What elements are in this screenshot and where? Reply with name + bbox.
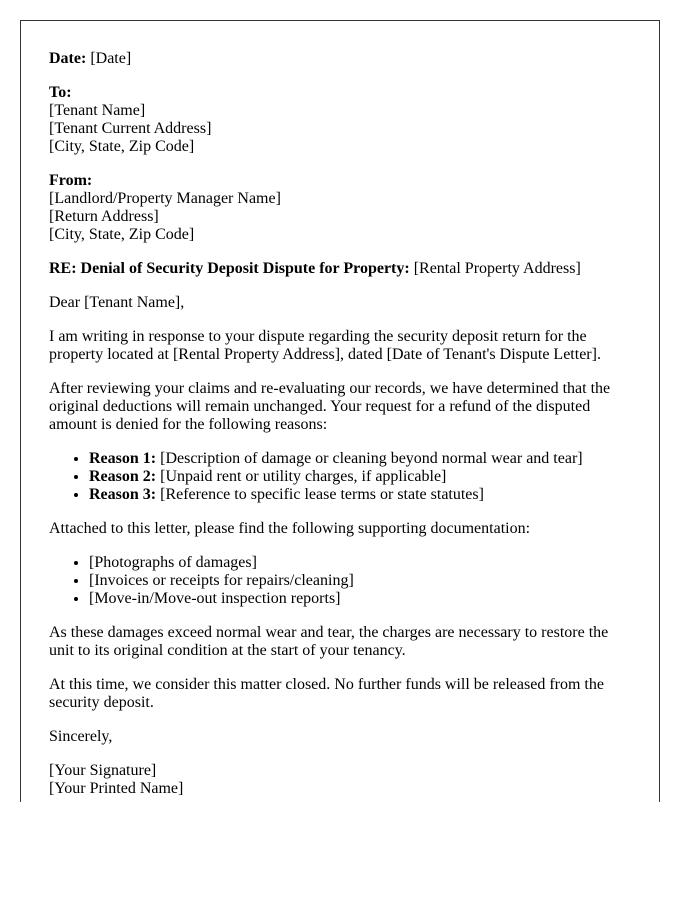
- paragraph-justification: As these damages exceed normal wear and tear, the charges are necessary to restore the unit to its original condition at the start of your tenancy.: [49, 624, 609, 659]
- list-item: • Reason 3: [Reference to specific lease terms or state statutes]: [89, 486, 631, 504]
- paragraph-intro: I am writing in response to your dispute regarding the security deposit return for the property located at [Rental Property Address], dated [Date of Tenant's Dispute Letter].: [49, 328, 601, 363]
- list-item: • Reason 1: [Description of damage or cleaning beyond normal wear and tear]: [89, 450, 631, 468]
- list-item: • [Invoices or receipts for repairs/cleaning]: [89, 572, 631, 590]
- signature-block: [Your Signature] [Your Printed Name]: [49, 762, 184, 797]
- paragraph-closure: At this time, we consider this matter closed. No further funds will be released from the security deposit.: [49, 676, 604, 711]
- sender-block: From: [Landlord/Property Manager Name] [Return Address] [City, State, Zip Code]: [49, 172, 281, 243]
- list-item: • [Photographs of damages]: [89, 554, 631, 572]
- list-item: • Reason 2: [Unpaid rent or utility charges, if applicable]: [89, 468, 631, 486]
- list-item: • [Move-in/Move-out inspection reports]: [89, 590, 631, 608]
- date-line: Date: [Date]: [49, 50, 132, 67]
- subject-line: RE: Denial of Security Deposit Dispute for Property: [Rental Property Address]: [49, 260, 581, 277]
- paragraph-decision: After reviewing your claims and re-evaluating our records, we have determined that the original deductions will remain unchanged. Your request for a refund of the disputed amount is denied for the following reasons:: [49, 380, 611, 433]
- paragraph-attachments: Attached to this letter, please find the following supporting documentation:: [49, 520, 531, 537]
- letter-page: [20, 20, 660, 802]
- reasons-list: [49, 450, 631, 504]
- salutation: Dear [Tenant Name],: [49, 294, 185, 311]
- recipient-block: To: [Tenant Name] [Tenant Current Address] [City, State, Zip Code]: [49, 84, 212, 155]
- attachments-list: [49, 554, 631, 608]
- closing: Sincerely,: [49, 728, 113, 745]
